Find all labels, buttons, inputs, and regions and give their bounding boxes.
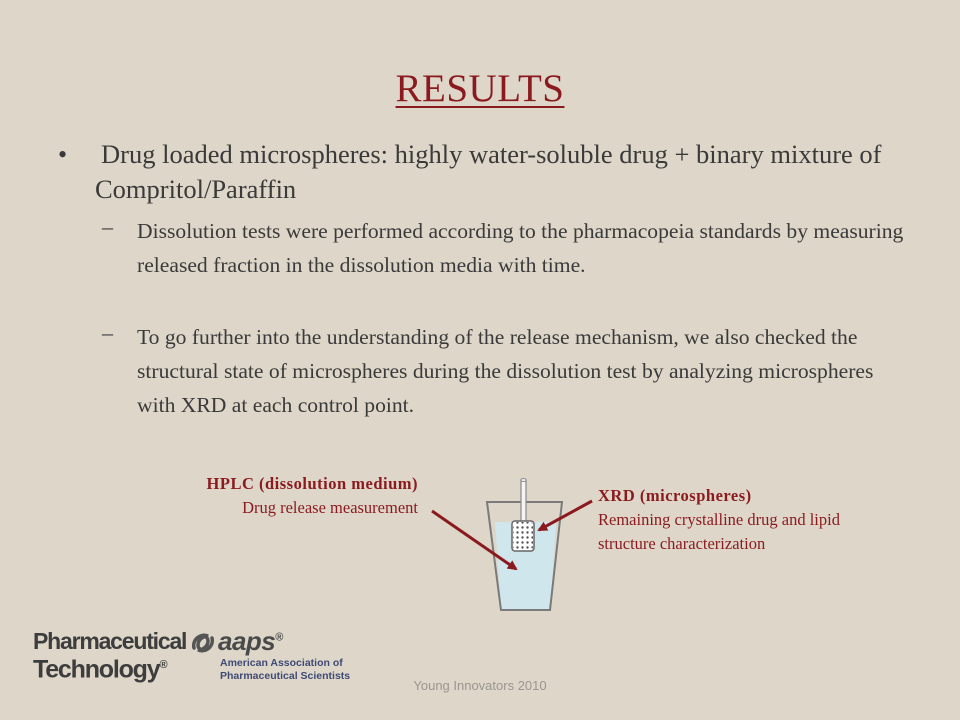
xrd-label [598, 484, 898, 556]
registered-mark: ® [275, 631, 283, 644]
hplc-arrow [432, 511, 516, 569]
hplc-label-title: HPLC (dissolution medium) [206, 474, 418, 493]
xrd-label-text: Remaining crystalline drug and lipid structure characterization [598, 510, 840, 553]
sub-bullet-dissolution-tests: Dissolution tests were performed according to the pharmacopeia standards by measuring released fraction in the dissolution media with time. [137, 219, 904, 277]
sub-bullet-marker: – [102, 320, 113, 345]
pharmaceutical-technology-logo [33, 628, 187, 684]
arrows [432, 501, 592, 569]
aaps-full-line2: Pharmaceutical Scientists [220, 670, 351, 682]
stirrer-rod-icon [521, 479, 526, 523]
hplc-label-text: Drug release measurement [242, 498, 418, 517]
xrd-label-title: XRD (microspheres) [598, 486, 752, 505]
aaps-swirl-icon [190, 630, 216, 656]
pharm-tech-word: Technology [33, 655, 160, 684]
xrd-arrow [539, 501, 592, 530]
main-bullet-text: Drug loaded microspheres: highly water-soluble drug + binary mixture of Compritol/Paraffin [95, 139, 882, 204]
slide-footer: Young Innovators 2010 [413, 678, 547, 693]
bullet-marker: • [58, 140, 68, 169]
slide-title: RESULTS [395, 67, 565, 110]
microsphere-basket-icon [512, 521, 534, 551]
pharm-tech-line1: Pharmaceutical [33, 628, 187, 654]
aaps-name: aaps [218, 626, 276, 656]
aaps-full-line1: American Association of [220, 657, 343, 669]
sub-bullet-release-mechanism: To go further into the understanding of the release mechanism, we also checked the structural state of microspheres during the dissolution test by analyzing microspheres with XRD at each control point. [137, 325, 874, 417]
beaker-icon [487, 502, 562, 610]
hplc-label [120, 472, 418, 520]
aaps-logo [218, 626, 283, 657]
registered-mark: ® [159, 659, 167, 671]
sub-bullet-marker: – [102, 214, 113, 239]
